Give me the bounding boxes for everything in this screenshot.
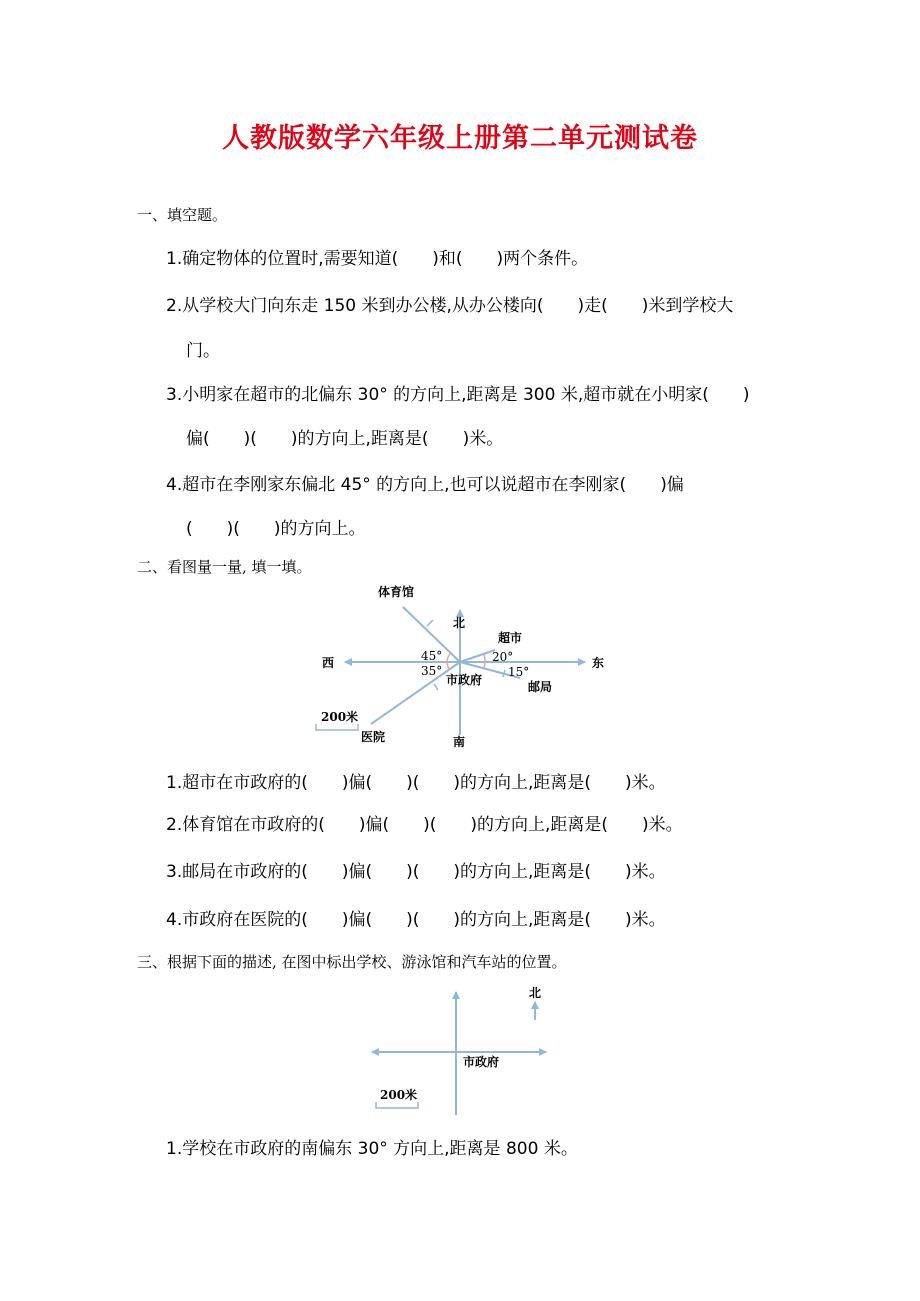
section-heading-2: 二、看图量一量, 填一填。	[137, 558, 312, 576]
label-gym: 体育馆	[378, 585, 415, 599]
label-center: 市政府	[446, 673, 483, 687]
section-heading-3: 三、根据下面的描述, 在图中标出学校、游泳馆和汽车站的位置。	[137, 953, 567, 971]
label-east: 东	[592, 656, 605, 670]
angle-hospital: 35°	[421, 664, 443, 678]
question-1-4-line1: 4.超市在李刚家东偏北 45° 的方向上,也可以说超市在李刚家( )偏	[166, 475, 684, 495]
angle-post: 15°	[508, 665, 530, 679]
angle-supermarket: 20°	[492, 650, 514, 664]
question-2-3: 3.邮局在市政府的( )偏( )( )的方向上,距离是( )米。	[166, 862, 666, 882]
scale-bar-2	[376, 1102, 418, 1108]
label2-center: 市政府	[463, 1055, 500, 1069]
question-1-4-line2: ( )( )的方向上。	[186, 519, 366, 539]
question-1-3-line1: 3.小明家在超市的北偏东 30° 的方向上,距离是 300 米,超市就在小明家( )	[166, 385, 750, 405]
question-2-2: 2.体育馆在市政府的( )偏( )( )的方向上,距离是( )米。	[166, 815, 683, 835]
label-supermarket: 超市	[498, 631, 523, 645]
question-1-2-line1: 2.从学校大门向东走 150 米到办公楼,从办公楼向( )走( )米到学校大	[166, 296, 734, 316]
angle-gym: 45°	[421, 649, 443, 663]
label-west: 西	[322, 656, 335, 670]
question-2-4: 4.市政府在医院的( )偏( )( )的方向上,距离是( )米。	[166, 910, 666, 930]
label-south: 南	[453, 735, 466, 749]
question-1-3-line2: 偏( )( )的方向上,距离是( )米。	[186, 429, 504, 449]
question-1-1: 1.确定物体的位置时,需要知道( )和( )两个条件。	[166, 249, 589, 269]
page-title: 人教版数学六年级上册第二单元测试卷	[222, 123, 698, 154]
scale-label-1: 200米	[321, 710, 359, 724]
label-hospital: 医院	[361, 730, 386, 744]
label-post-office: 邮局	[528, 680, 553, 694]
label-north: 北	[453, 616, 466, 630]
question-3-1: 1.学校在市政府的南偏东 30° 方向上,距离是 800 米。	[166, 1139, 578, 1159]
question-1-2-line2: 门。	[186, 341, 220, 361]
scale-label-2: 200米	[380, 1088, 418, 1102]
section-heading-1: 一、填空题。	[137, 206, 228, 224]
question-2-1: 1.超市在市政府的( )偏( )( )的方向上,距离是( )米。	[166, 773, 666, 793]
label2-north: 北	[529, 986, 542, 1000]
